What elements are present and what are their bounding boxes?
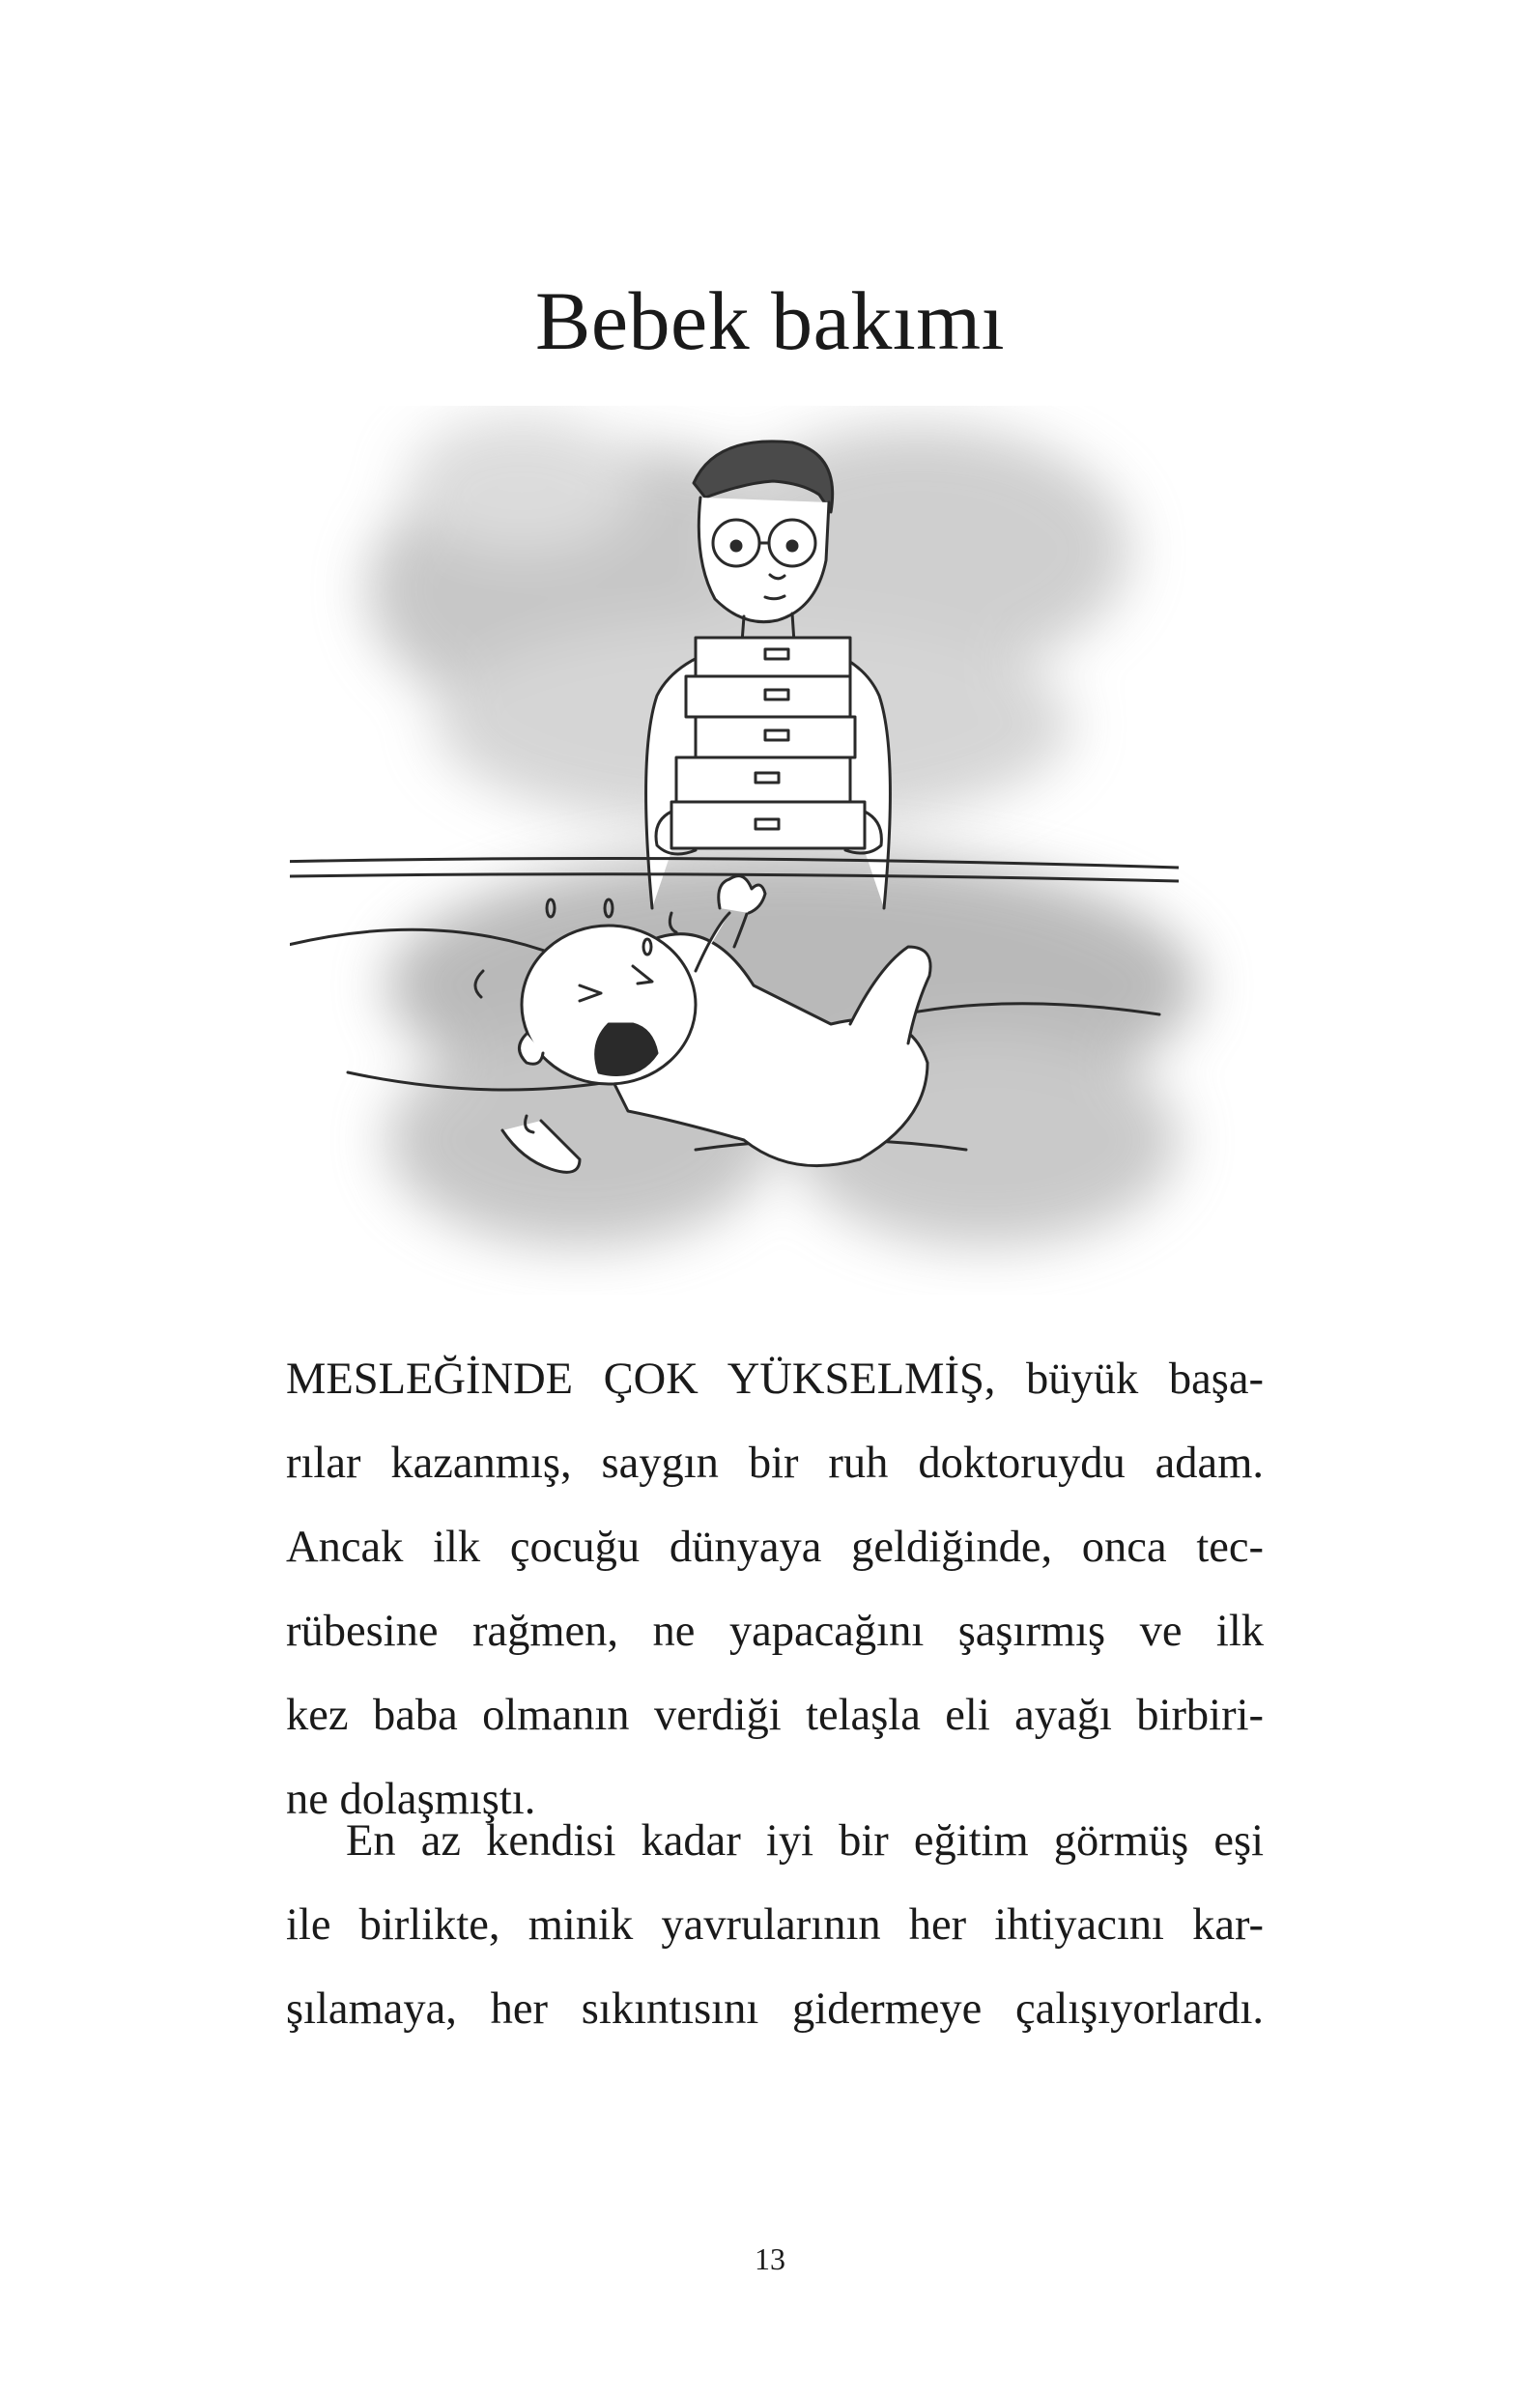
text-line: rılar kazanmış, saygın bir ruh doktoruydu adam. — [286, 1439, 1264, 1488]
page-title: Bebek bakımı — [534, 274, 1006, 367]
text-line: MESLEĞİNDE ÇOK YÜKSELMİŞ, büyük başa- — [286, 1355, 1264, 1404]
text-line: şılamaya, her sıkıntısını gidermeye çalışıyorlardı. — [286, 1984, 1264, 2034]
text-line: Ancak ilk çocuğu dünyaya geldiğinde, onca tec- — [286, 1523, 1264, 1572]
page-number: 13 — [755, 2241, 785, 2276]
text-line: rübesine rağmen, ne yapacağını şaşırmış ve ilk — [286, 1607, 1264, 1656]
text-line: ne dolaşmıştı. — [286, 1775, 536, 1824]
text-line: En az kendisi kadar iyi bir eğitim görmüş eşi — [346, 1816, 1264, 1866]
paragraph-2 — [286, 1799, 1264, 2051]
text-line: kez baba olmanın verdiği telaşla eli ayağı birbiri- — [286, 1691, 1264, 1740]
paragraph-1 — [286, 1337, 1264, 1841]
text-line: ile birlikte, minik yavrularının her ihtiyacını kar- — [286, 1900, 1264, 1950]
illustration-father-and-crying-baby — [290, 406, 1295, 1295]
